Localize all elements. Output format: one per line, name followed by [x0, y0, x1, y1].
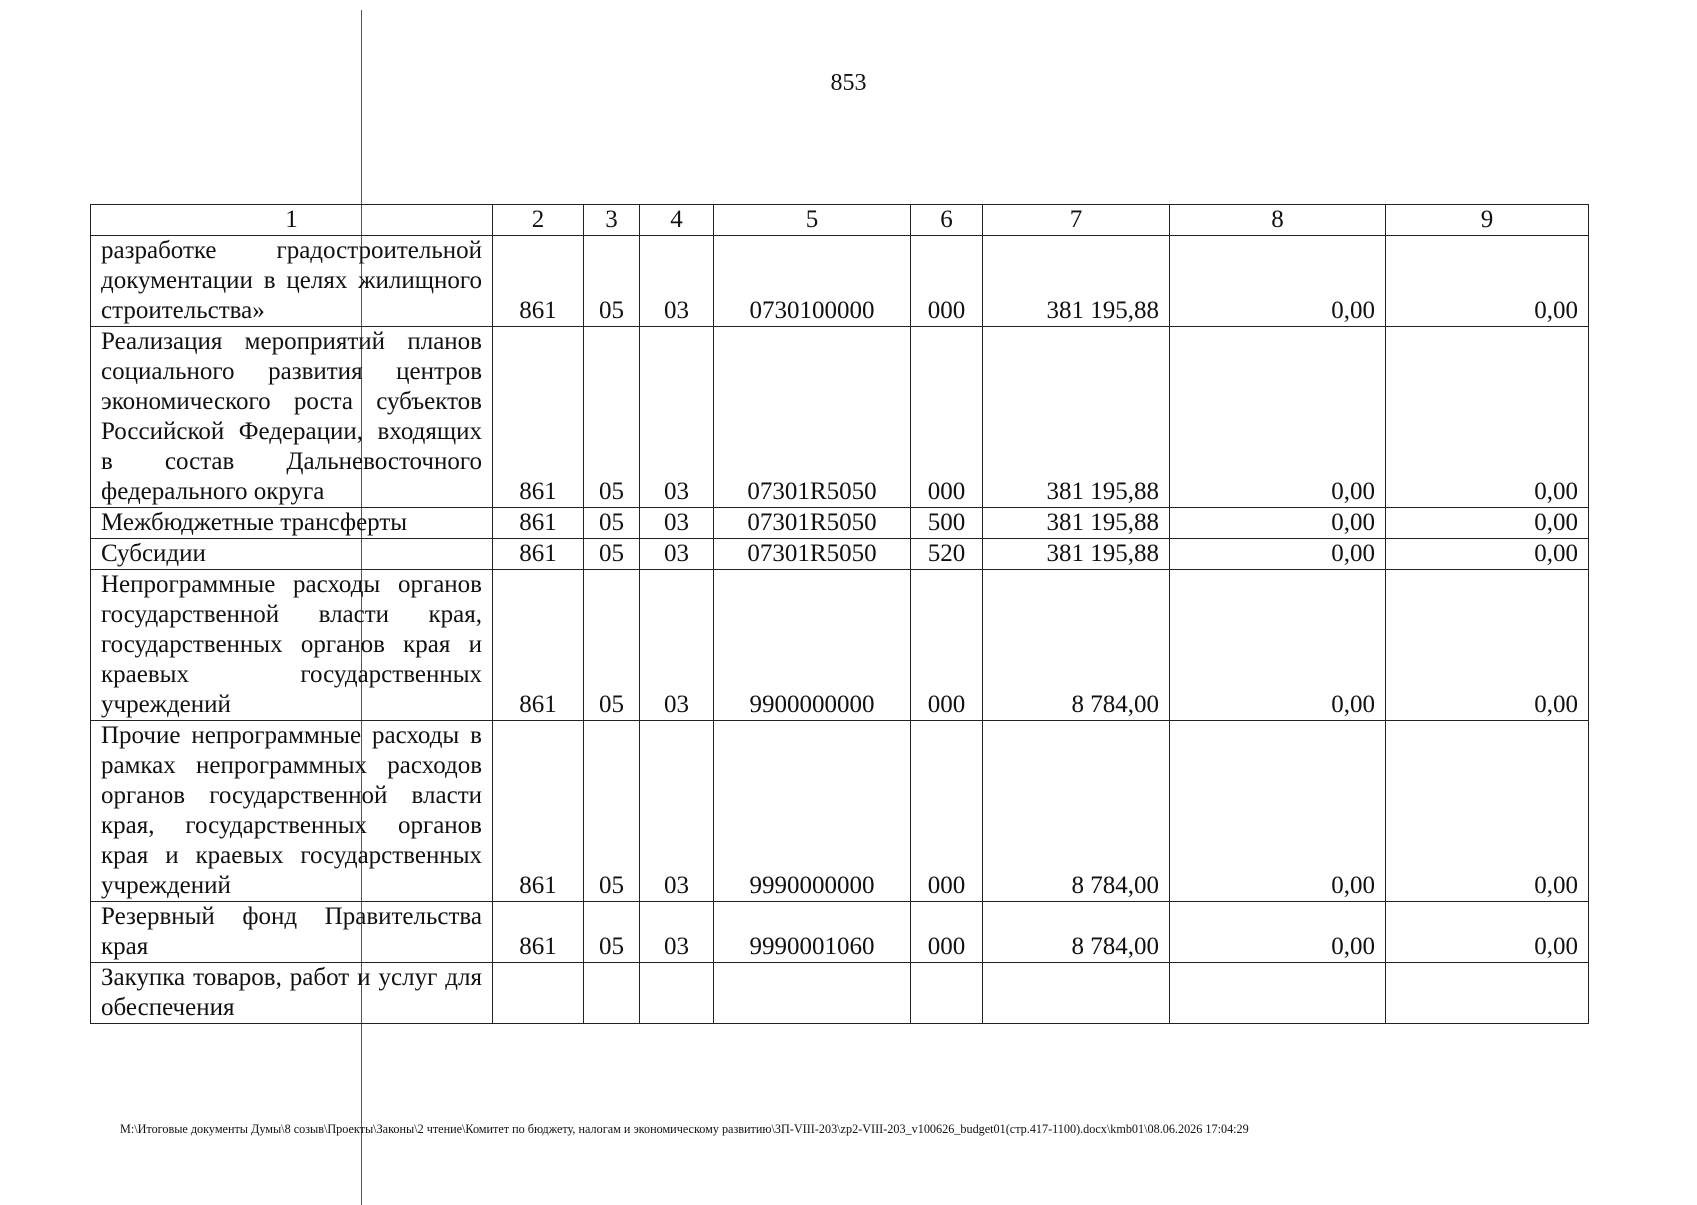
- header-row: [91, 205, 1589, 236]
- table-cell: 0,00: [1170, 539, 1386, 570]
- table-cell: 861: [493, 327, 584, 508]
- table-cell: 8 784,00: [983, 570, 1170, 721]
- table-cell: 861: [493, 570, 584, 721]
- row-name-cell: Закупка товаров, работ и услуг для обеспечения: [91, 963, 493, 1024]
- table-cell: 0,00: [1170, 902, 1386, 963]
- table-cell: 0,00: [1386, 236, 1589, 327]
- table-cell: 0,00: [1170, 327, 1386, 508]
- table-row: [91, 327, 1589, 508]
- table-cell: 05: [584, 902, 640, 963]
- table-cell: 861: [493, 508, 584, 539]
- row-name-cell: Межбюджетные трансферты: [91, 508, 493, 539]
- row-name-cell: Субсидии: [91, 539, 493, 570]
- row-name-cell: Непрограммные расходы органов государственной власти края, государственных органов края и краевых государственных учреждений: [91, 570, 493, 721]
- file-path-footer: M:\Итоговые документы Думы\8 созыв\Проекты\Законы\2 чтение\Комитет по бюджету, налогам и экономическому развитию\ЗП-VIII-203\zp2-VIII-203_v100626_budget01(стр.417-1100).docx\kmb01\08.06.2026 17:04:29: [120, 1122, 1249, 1136]
- table-cell: 0,00: [1386, 570, 1589, 721]
- table-cell: [983, 963, 1170, 1024]
- table-cell: 861: [493, 539, 584, 570]
- table-cell: 520: [911, 539, 983, 570]
- row-name-cell: Реализация мероприятий планов социального развития центров экономического роста субъектов Российской Федерации, входящих в состав Дальневосточного федерального округа: [91, 327, 493, 508]
- table-cell: 000: [911, 721, 983, 902]
- header-cell: 8: [1170, 205, 1386, 236]
- table-row: [91, 539, 1589, 570]
- table-cell: 05: [584, 721, 640, 902]
- row-name-cell: разработке градостроительной документации в целях жилищного строительства»: [91, 236, 493, 327]
- table-cell: 0,00: [1386, 539, 1589, 570]
- table-cell: 05: [584, 539, 640, 570]
- table-row: [91, 721, 1589, 902]
- table-cell: [1170, 963, 1386, 1024]
- table-cell: 861: [493, 236, 584, 327]
- table-cell: 03: [640, 721, 714, 902]
- table-cell: 861: [493, 721, 584, 902]
- table-cell: 000: [911, 570, 983, 721]
- table-cell: 07301R5050: [714, 539, 911, 570]
- table-cell: 03: [640, 539, 714, 570]
- table-row: [91, 570, 1589, 721]
- header-cell: 9: [1386, 205, 1589, 236]
- table-cell: 0,00: [1386, 721, 1589, 902]
- table-cell: 03: [640, 236, 714, 327]
- header-cell: 1: [91, 205, 493, 236]
- table-cell: 381 195,88: [983, 539, 1170, 570]
- table-cell: 0,00: [1386, 327, 1589, 508]
- table-row: [91, 902, 1589, 963]
- table-cell: 0730100000: [714, 236, 911, 327]
- table-cell: 0,00: [1386, 902, 1589, 963]
- header-cell: 3: [584, 205, 640, 236]
- header-cell: 6: [911, 205, 983, 236]
- table-cell: [714, 963, 911, 1024]
- table-cell: 381 195,88: [983, 508, 1170, 539]
- table-cell: 05: [584, 327, 640, 508]
- table-cell: 0,00: [1386, 508, 1589, 539]
- header-cell: 4: [640, 205, 714, 236]
- table-cell: 0,00: [1170, 508, 1386, 539]
- table-cell: 000: [911, 902, 983, 963]
- table-cell: 381 195,88: [983, 327, 1170, 508]
- table-cell: 861: [493, 902, 584, 963]
- table-cell: 9990000000: [714, 721, 911, 902]
- table-row: [91, 236, 1589, 327]
- table-cell: 07301R5050: [714, 508, 911, 539]
- table-cell: 05: [584, 570, 640, 721]
- table-cell: 03: [640, 902, 714, 963]
- table-cell: 9900000000: [714, 570, 911, 721]
- table-cell: 381 195,88: [983, 236, 1170, 327]
- table-cell: [1386, 963, 1589, 1024]
- table-cell: 500: [911, 508, 983, 539]
- table-row: [91, 508, 1589, 539]
- header-cell: 5: [714, 205, 911, 236]
- table-cell: 8 784,00: [983, 902, 1170, 963]
- table-cell: [584, 963, 640, 1024]
- budget-table: [90, 204, 1589, 1024]
- row-name-cell: Прочие непрограммные расходы в рамках непрограммных расходов органов государственной власти края, государственных органов края и краевых государственных учреждений: [91, 721, 493, 902]
- table-cell: 03: [640, 327, 714, 508]
- header-cell: 2: [493, 205, 584, 236]
- table-cell: 000: [911, 327, 983, 508]
- table-cell: 0,00: [1170, 721, 1386, 902]
- table-cell: 03: [640, 508, 714, 539]
- table-cell: 05: [584, 236, 640, 327]
- table-cell: 9990001060: [714, 902, 911, 963]
- table-cell: [911, 963, 983, 1024]
- table-cell: 0,00: [1170, 570, 1386, 721]
- page-number: 853: [830, 70, 867, 96]
- table-cell: 8 784,00: [983, 721, 1170, 902]
- table-cell: [640, 963, 714, 1024]
- row-name-cell: Резервный фонд Правительства края: [91, 902, 493, 963]
- table-cell: 0,00: [1170, 236, 1386, 327]
- table-cell: 05: [584, 508, 640, 539]
- table-cell: 000: [911, 236, 983, 327]
- table-cell: 03: [640, 570, 714, 721]
- table-cell: [493, 963, 584, 1024]
- table-row: [91, 963, 1589, 1024]
- table-cell: 07301R5050: [714, 327, 911, 508]
- header-cell: 7: [983, 205, 1170, 236]
